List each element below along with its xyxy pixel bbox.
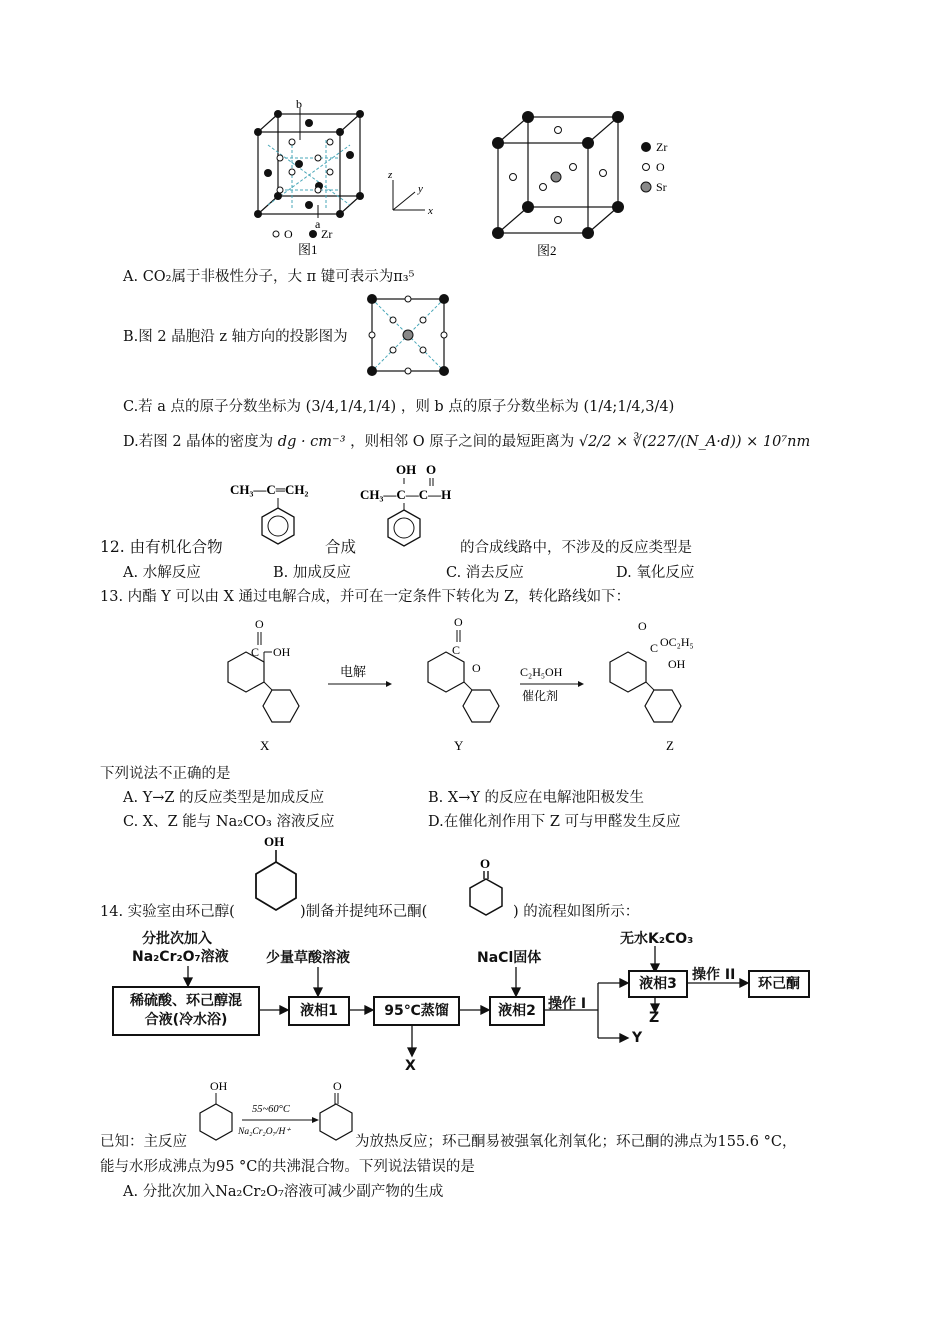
- q12-option-a: A. 水解反应: [123, 565, 201, 581]
- fig1-axis-y: y: [418, 183, 423, 195]
- q14-rxn-condition-top: 55~60°C: [252, 1104, 290, 1115]
- q13-option-d: D.在催化剂作用下 Z 可与甲醛发生反应: [428, 814, 681, 830]
- q13-option-c: C. X、Z 能与 Na₂CO₃ 溶液反应: [123, 814, 335, 830]
- q13-z-c: C: [650, 641, 659, 655]
- fig2-caption: 图2: [537, 243, 557, 258]
- fig1-label-b: b: [296, 100, 302, 111]
- q14-option-a: A. 分批次加入Na₂Cr₂O₇溶液可减少副产物的生成: [123, 1184, 444, 1200]
- q11-option-d-formula: √2/2 × ∛(227/(N_A·d)) × 10⁷nm: [578, 434, 811, 450]
- flow-box-liquid1: 液相1: [288, 996, 350, 1026]
- flow-box-mixture-line1: 稀硫酸、环己醇混: [130, 993, 242, 1010]
- flow-reagent-oxalic: 少量草酸溶液: [266, 950, 350, 966]
- fig1-label-a: a: [315, 217, 321, 231]
- q13-z-oet: OC₂H₅: [660, 635, 694, 649]
- q12-struct1-formula: CH₃—C═CH₂: [230, 482, 309, 497]
- q12-struct2-oh: OH: [396, 462, 417, 477]
- fig2-legend-sr: Sr: [656, 180, 667, 194]
- q11-option-a: A. CO₂属于非极性分子，大 π 键可表示为π₃⁵: [123, 269, 415, 285]
- flow-add-reagent: Na₂Cr₂O₇溶液: [132, 949, 229, 965]
- flow-box-liquid2: 液相2: [489, 996, 545, 1026]
- q13-label-z: Z: [666, 738, 674, 753]
- q13-y-c: C: [452, 643, 461, 657]
- q11-option-c-coord-b: (1/4;1/4,3/4): [583, 399, 675, 415]
- flow-box-product: 环己酮: [748, 970, 810, 998]
- q14-stem-prefix: 14. 实验室由环己醇(: [100, 904, 235, 920]
- fig2-legend-o: O: [656, 160, 665, 174]
- q14-known-line2: 能与水形成沸点为95 °C的共沸混合物。下列说法错误的是: [100, 1159, 475, 1175]
- fig1-legend-zr: Zr: [321, 227, 333, 241]
- q13-option-b: B. X→Y 的反应在电解池阳极发生: [428, 790, 645, 806]
- flow-box-mixture-line2: 合液(冷水浴): [144, 1012, 228, 1028]
- q12-struct2-o: O: [426, 462, 437, 477]
- q13-x-oh: OH: [273, 645, 291, 659]
- flow-box-liquid3: 液相3: [628, 970, 688, 998]
- q14-o-label: O: [480, 856, 491, 871]
- q12-option-c: C. 消去反应: [446, 565, 524, 581]
- q12-struct2-formula: CH₃—C—C—H: [360, 487, 452, 502]
- q12-stem-suffix: 的合成线路中，不涉及的反应类型是: [460, 540, 692, 556]
- q14-stem-middle: )制备并提纯环己酮(: [300, 904, 428, 920]
- flow-box-mixture: [112, 986, 260, 1036]
- q13-arrow2-bottom: 催化剂: [522, 689, 559, 703]
- q14-rxn-o: O: [333, 1079, 342, 1093]
- q14-oh-label: OH: [264, 834, 285, 849]
- q13-z-o: O: [638, 619, 647, 633]
- fig1-caption: 图1: [298, 242, 318, 257]
- q14-known-prefix: 已知：主反应: [100, 1134, 187, 1150]
- q11-option-d-density: dg · cm⁻³: [277, 434, 346, 450]
- fig1-legend-o: O: [284, 227, 293, 241]
- q12-stem-middle: 合成: [325, 538, 357, 556]
- q13-stem: 13. 内酯 Y 可以由 X 通过电解合成，并可在一定条件下转化为 Z，转化路线如下：: [100, 589, 631, 605]
- q11-option-d-prefix: D.若图 2 晶体的密度为: [123, 434, 274, 450]
- q14-rxn-condition-bottom: Na₂Cr₂O₇/H⁺: [238, 1127, 291, 1137]
- q14-known-suffix: 为放热反应；环己酮易被强氧化剂氧化；环己酮的沸点为155.6 °C，: [355, 1134, 797, 1150]
- fig2-legend-zr: Zr: [656, 140, 668, 154]
- q14-rxn-oh: OH: [210, 1079, 228, 1093]
- flow-add-label: 分批次加入: [142, 931, 212, 947]
- q14-stem-suffix: ) 的流程如图所示：: [513, 904, 640, 920]
- q13-arrow2-top: C₂H₅OH: [520, 665, 563, 679]
- flow-box-distill: 95℃蒸馏: [373, 996, 460, 1026]
- flow-output-x: X: [405, 1058, 416, 1074]
- fig1-axis-z: z: [388, 169, 393, 181]
- q11-option-d-middle: ，则相邻 O 原子之间的最短距离为: [350, 434, 575, 450]
- q12-option-d: D. 氧化反应: [616, 565, 695, 581]
- q13-x-c: C: [251, 645, 260, 659]
- flow-reagent-nacl: NaCl固体: [477, 950, 542, 966]
- q13-label-x: X: [260, 738, 270, 753]
- flow-reagent-k2co3: 无水K₂CO₃: [620, 931, 694, 947]
- q13-z-oh: OH: [668, 657, 686, 671]
- q13-question: 下列说法不正确的是: [100, 766, 231, 782]
- q13-label-y: Y: [454, 738, 464, 753]
- flow-output-z: Z: [649, 1010, 660, 1026]
- q11-option-c-prefix: C.若 a 点的原子分数坐标为: [123, 399, 302, 415]
- q13-y-o: O: [454, 615, 463, 629]
- q11-option-c-middle: ，则 b 点的原子分数坐标为: [400, 399, 579, 415]
- q13-y-ring-o: O: [472, 661, 481, 675]
- q14-main-reaction: [196, 1074, 358, 1150]
- flow-output-y: Y: [632, 1030, 643, 1046]
- q13-option-a: A. Y→Z 的反应类型是加成反应: [123, 790, 325, 806]
- q13-arrow1-label: 电解: [340, 664, 367, 679]
- q12-option-b: B. 加成反应: [273, 565, 351, 581]
- q11-option-b: B.图 2 晶胞沿 z 轴方向的投影图为: [123, 329, 348, 345]
- q12-stem-prefix: 12. 由有机化合物: [100, 538, 223, 556]
- flow-operation-1: 操作 I: [548, 996, 587, 1012]
- flow-operation-2: 操作 II: [692, 967, 736, 983]
- q13-x-o: O: [255, 617, 264, 631]
- fig1-axis-x: x: [428, 205, 433, 217]
- q11-option-c-coord-a: (3/4,1/4,1/4): [305, 399, 397, 415]
